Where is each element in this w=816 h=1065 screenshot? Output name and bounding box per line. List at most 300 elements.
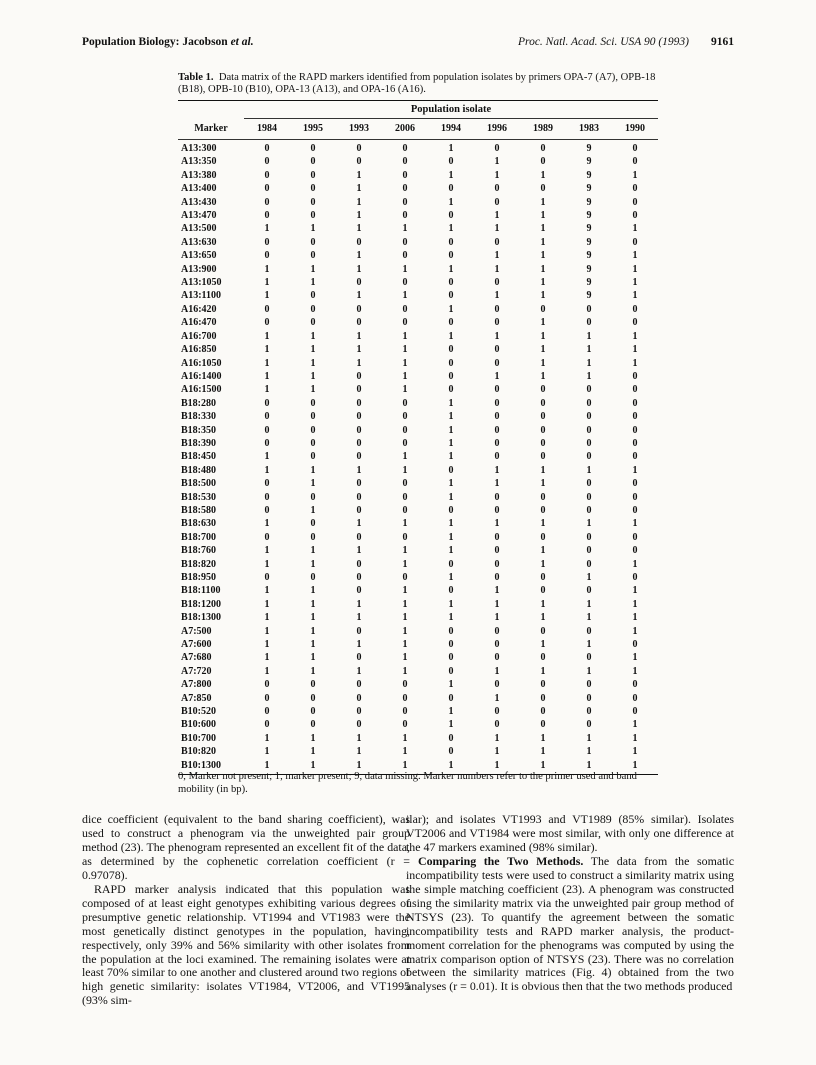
value-cell: 1 <box>310 639 316 651</box>
value-cell: 1 <box>264 384 270 396</box>
value-cell: 0 <box>356 156 362 168</box>
value-cell: 0 <box>264 183 270 195</box>
value-cell: 0 <box>632 504 638 516</box>
value-cell: 0 <box>494 384 500 396</box>
value-cell: 0 <box>356 531 362 543</box>
value-cell: 0 <box>632 478 638 490</box>
value-cell: 0 <box>310 491 316 503</box>
value-cell: 0 <box>402 196 408 208</box>
value-cell: 1 <box>356 639 362 651</box>
value-cell: 1 <box>586 330 592 342</box>
value-cell: 0 <box>264 397 270 409</box>
marker-cell: A7:850 <box>181 692 212 704</box>
value-cell: 0 <box>494 143 500 154</box>
value-cell: 1 <box>586 612 592 624</box>
value-cell: 0 <box>402 491 408 503</box>
value-cell: 1 <box>448 330 454 342</box>
value-cell: 0 <box>356 504 362 516</box>
value-cell: 0 <box>494 357 500 369</box>
value-cell: 1 <box>540 277 546 289</box>
value-cell: 0 <box>402 478 408 490</box>
value-cell: 1 <box>356 210 362 222</box>
value-cell: 1 <box>566 759 612 775</box>
value-cell: 1 <box>494 169 500 181</box>
value-cell: 0 <box>448 317 454 329</box>
value-cell: 1 <box>264 652 270 664</box>
value-cell: 1 <box>310 665 316 677</box>
value-cell: 0 <box>310 250 316 262</box>
marker-cell: A13:650 <box>181 250 217 262</box>
value-cell: 1 <box>586 518 592 530</box>
value-cell: 0 <box>494 491 500 503</box>
value-cell: 0 <box>264 236 270 248</box>
value-cell: 1 <box>402 732 408 744</box>
value-cell: 1 <box>356 290 362 302</box>
value-cell: 0 <box>586 437 592 449</box>
value-cell: 1 <box>494 612 500 624</box>
value-cell: 0 <box>494 397 500 409</box>
value-cell: 9 <box>586 290 592 302</box>
value-cell: 0 <box>310 397 316 409</box>
value-cell: 1 <box>448 143 454 154</box>
value-cell: 0 <box>494 572 500 583</box>
table-row <box>178 705 658 718</box>
marker-cell: A7:500 <box>181 625 212 637</box>
table-row <box>178 450 658 463</box>
value-cell: 0 <box>632 210 638 222</box>
value-cell: 0 <box>632 143 638 154</box>
table-row <box>178 464 658 477</box>
value-cell: 1 <box>494 263 500 275</box>
value-cell: 1 <box>632 223 638 235</box>
marker-cell: B18:630 <box>181 518 216 530</box>
value-cell: 0 <box>448 236 454 248</box>
value-cell: 1 <box>264 612 270 624</box>
value-cell: 0 <box>586 679 592 691</box>
value-cell: 1 <box>264 625 270 637</box>
value-cell: 1 <box>356 250 362 262</box>
table-row <box>178 504 658 517</box>
value-cell: 0 <box>310 692 316 704</box>
value-cell: 1 <box>448 424 454 436</box>
value-cell: 0 <box>448 585 454 597</box>
value-cell: 0 <box>632 156 638 168</box>
value-cell: 1 <box>310 598 316 610</box>
value-cell: 0 <box>586 491 592 503</box>
value-cell: 1 <box>356 196 362 208</box>
value-cell: 1 <box>264 732 270 744</box>
marker-cell: B18:450 <box>181 451 216 463</box>
marker-cell: B18:480 <box>181 464 216 476</box>
value-cell: 0 <box>402 411 408 423</box>
value-cell: 1 <box>540 558 546 570</box>
value-cell: 0 <box>632 679 638 691</box>
value-cell: 0 <box>310 679 316 691</box>
value-cell: 1 <box>356 732 362 744</box>
value-cell: 1 <box>310 585 316 597</box>
table-caption <box>178 72 658 97</box>
value-cell: 0 <box>356 277 362 289</box>
value-cell: 1 <box>632 652 638 664</box>
value-cell: 1 <box>520 759 566 775</box>
value-cell: 1 <box>586 357 592 369</box>
value-cell: 1 <box>586 665 592 677</box>
value-cell: 9 <box>586 169 592 181</box>
value-cell: 0 <box>310 706 316 718</box>
value-cell: 0 <box>356 585 362 597</box>
value-cell: 1 <box>402 665 408 677</box>
value-cell: 1 <box>632 357 638 369</box>
value-cell: 0 <box>632 451 638 463</box>
value-cell: 1 <box>632 518 638 530</box>
value-cell: 0 <box>586 625 592 637</box>
value-cell: 0 <box>356 558 362 570</box>
marker-cell: B18:580 <box>181 504 216 516</box>
value-cell: 0 <box>494 625 500 637</box>
value-cell: 0 <box>586 706 592 718</box>
value-cell: 0 <box>586 719 592 731</box>
value-cell: 0 <box>540 692 546 704</box>
value-cell: 1 <box>632 277 638 289</box>
running-head <box>82 36 734 52</box>
table-row <box>178 611 658 624</box>
value-cell: 0 <box>356 236 362 248</box>
value-cell: 1 <box>402 263 408 275</box>
value-cell: 1 <box>448 411 454 423</box>
value-cell: 1 <box>402 451 408 463</box>
value-cell: 1 <box>586 464 592 476</box>
value-cell: 1 <box>494 370 500 382</box>
value-cell: 0 <box>540 585 546 597</box>
isolate-column-header: 1993 <box>336 119 382 140</box>
value-cell: 0 <box>310 719 316 731</box>
value-cell: 1 <box>310 263 316 275</box>
value-cell: 1 <box>448 572 454 583</box>
value-cell: 1 <box>356 169 362 181</box>
value-cell: 1 <box>540 357 546 369</box>
value-cell: 9 <box>586 236 592 248</box>
table-row <box>178 651 658 664</box>
value-cell: 0 <box>494 183 500 195</box>
value-cell: 0 <box>356 317 362 329</box>
value-cell: 0 <box>540 531 546 543</box>
value-cell: 1 <box>356 357 362 369</box>
value-cell: 1 <box>356 330 362 342</box>
value-cell: 0 <box>356 491 362 503</box>
value-cell: 0 <box>356 411 362 423</box>
value-cell: 1 <box>402 223 408 235</box>
value-cell: 1 <box>494 223 500 235</box>
value-cell: 0 <box>310 572 316 583</box>
value-cell: 1 <box>356 183 362 195</box>
value-cell: 1 <box>402 545 408 557</box>
value-cell: 9 <box>586 223 592 235</box>
value-cell: 1 <box>402 585 408 597</box>
table-row <box>178 665 658 678</box>
value-cell: 1 <box>632 598 638 610</box>
value-cell: 1 <box>586 370 592 382</box>
value-cell: 1 <box>402 625 408 637</box>
value-cell: 1 <box>494 746 500 758</box>
marker-cell: A13:500 <box>181 223 217 235</box>
value-cell: 1 <box>356 545 362 557</box>
left-paragraph-2: RAPD marker analysis indicated that this population was composed of at least eight genotypes exhibiting various degrees of presumptive genetic relationship. VT1994 and VT1983 were the most genetically distinct genotypes in the population, having, respectively, only 39% and 56% similarity with other isolates from the population at the loci examined. The remaining isolates were at least 70% similar to one another and clustered around two regions of high genetic similarity: isolates VT1984, VT2006, and VT1995 (93% sim- <box>82 881 410 1008</box>
value-cell: 1 <box>428 759 474 775</box>
value-cell: 0 <box>356 303 362 315</box>
marker-cell: A13:350 <box>181 156 217 168</box>
value-cell: 0 <box>586 585 592 597</box>
value-cell: 0 <box>264 156 270 168</box>
value-cell: 1 <box>264 344 270 356</box>
table-row <box>178 718 658 731</box>
table-row <box>178 437 658 450</box>
value-cell: 1 <box>310 344 316 356</box>
value-cell: 0 <box>264 303 270 315</box>
marker-cell: A16:1500 <box>181 384 222 396</box>
value-cell: 1 <box>494 598 500 610</box>
value-cell: 0 <box>310 451 316 463</box>
value-cell: 1 <box>632 585 638 597</box>
value-cell: 1 <box>586 598 592 610</box>
value-cell: 0 <box>402 437 408 449</box>
value-cell: 0 <box>402 169 408 181</box>
value-cell: 0 <box>402 317 408 329</box>
value-cell: 0 <box>310 156 316 168</box>
value-cell: 1 <box>540 612 546 624</box>
value-cell: 0 <box>402 692 408 704</box>
value-cell: 1 <box>264 665 270 677</box>
value-cell: 0 <box>494 545 500 557</box>
value-cell: 0 <box>402 236 408 248</box>
section-title: Population Biology: <box>82 36 180 48</box>
value-cell: 0 <box>356 652 362 664</box>
value-cell: 1 <box>264 277 270 289</box>
value-cell: 0 <box>264 679 270 691</box>
value-cell: 1 <box>356 464 362 476</box>
marker-cell: B18:760 <box>181 545 216 557</box>
value-cell: 0 <box>310 411 316 423</box>
value-cell: 0 <box>586 424 592 436</box>
value-cell: 0 <box>356 370 362 382</box>
value-cell: 0 <box>402 143 408 154</box>
value-cell: 1 <box>264 464 270 476</box>
marker-cell: B18:350 <box>181 424 216 436</box>
marker-cell: B10:1300 <box>178 759 244 775</box>
value-cell: 0 <box>632 196 638 208</box>
value-cell: 0 <box>540 411 546 423</box>
value-cell: 0 <box>632 424 638 436</box>
value-cell: 1 <box>448 451 454 463</box>
ntsys-term: NTSYS <box>546 951 585 966</box>
value-cell: 1 <box>382 759 428 775</box>
value-cell: 1 <box>310 652 316 664</box>
value-cell: 1 <box>448 169 454 181</box>
table-row <box>178 209 658 222</box>
value-cell: 0 <box>494 451 500 463</box>
table-row <box>178 571 658 584</box>
value-cell: 1 <box>586 732 592 744</box>
value-cell: 0 <box>356 706 362 718</box>
value-cell: 1 <box>402 464 408 476</box>
value-cell: 0 <box>356 424 362 436</box>
value-cell: 0 <box>494 652 500 664</box>
value-cell: 0 <box>356 719 362 731</box>
value-cell: 0 <box>448 357 454 369</box>
right-paragraph-2-part-c: (23). There was no correlation between the similarity matrices (Fig. 4) obtained from the two analyses (r = 0.01). It is obvious then that the two methods produced <box>406 951 734 994</box>
value-cell: 1 <box>402 598 408 610</box>
value-cell: 0 <box>448 210 454 222</box>
value-cell: 9 <box>586 263 592 275</box>
value-cell: 1 <box>356 598 362 610</box>
value-cell: 0 <box>264 169 270 181</box>
value-cell: 1 <box>448 397 454 409</box>
marker-cell: A7:800 <box>181 679 212 691</box>
marker-column-header: Marker <box>178 119 244 140</box>
value-cell: 0 <box>264 196 270 208</box>
value-cell: 0 <box>356 478 362 490</box>
value-cell: 0 <box>586 317 592 329</box>
table-row <box>178 477 658 490</box>
value-cell: 0 <box>632 397 638 409</box>
value-cell: 0 <box>540 652 546 664</box>
table-caption-text: Data matrix of the RAPD markers identified from population isolates by primers OPA-7 (A7), OPB-18 (B18), OPB-10 (B10), OPA-13 (A13), and OPA-16 (A16). <box>178 72 656 96</box>
value-cell: 1 <box>586 746 592 758</box>
value-cell: 1 <box>310 357 316 369</box>
value-cell: 0 <box>494 531 500 543</box>
value-cell: 0 <box>632 411 638 423</box>
value-cell: 1 <box>448 223 454 235</box>
value-cell: 9 <box>586 143 592 154</box>
value-cell: 1 <box>540 598 546 610</box>
value-cell: 1 <box>540 196 546 208</box>
value-cell: 0 <box>264 531 270 543</box>
value-cell: 0 <box>310 236 316 248</box>
value-cell: 1 <box>494 330 500 342</box>
value-cell: 0 <box>448 665 454 677</box>
value-cell: 0 <box>402 679 408 691</box>
value-cell: 0 <box>540 397 546 409</box>
table-row <box>178 531 658 544</box>
marker-cell: B18:390 <box>181 437 216 449</box>
value-cell: 0 <box>494 196 500 208</box>
value-cell: 1 <box>310 464 316 476</box>
value-cell: 0 <box>310 437 316 449</box>
value-cell: 1 <box>402 518 408 530</box>
value-cell: 0 <box>310 143 316 154</box>
value-cell: 0 <box>356 397 362 409</box>
value-cell: 9 <box>586 156 592 168</box>
value-cell: 1 <box>310 625 316 637</box>
value-cell: 0 <box>356 625 362 637</box>
value-cell: 1 <box>448 719 454 731</box>
value-cell: 0 <box>448 370 454 382</box>
value-cell: 0 <box>448 277 454 289</box>
value-cell: 0 <box>586 504 592 516</box>
page-number: 9161 <box>711 36 734 48</box>
value-cell: 0 <box>448 639 454 651</box>
value-cell: 0 <box>632 437 638 449</box>
value-cell: 0 <box>402 424 408 436</box>
value-cell: 0 <box>586 478 592 490</box>
value-cell: 1 <box>356 746 362 758</box>
table-row <box>178 303 658 316</box>
marker-cell: B18:280 <box>181 397 216 409</box>
value-cell: 0 <box>402 156 408 168</box>
value-cell: 0 <box>494 317 500 329</box>
marker-cell: B18:950 <box>181 572 216 583</box>
value-cell: 1 <box>264 223 270 235</box>
value-cell: 0 <box>402 183 408 195</box>
value-cell: 1 <box>310 504 316 516</box>
value-cell: 0 <box>494 437 500 449</box>
value-cell: 0 <box>494 411 500 423</box>
value-cell: 1 <box>632 263 638 275</box>
body-column-right <box>406 813 734 994</box>
value-cell: 0 <box>494 303 500 315</box>
table-row <box>178 182 658 195</box>
value-cell: 0 <box>310 290 316 302</box>
value-cell: 1 <box>356 223 362 235</box>
value-cell: 0 <box>448 692 454 704</box>
value-cell: 0 <box>448 732 454 744</box>
marker-cell: A13:300 <box>181 143 217 154</box>
value-cell: 1 <box>494 478 500 490</box>
table-group-header-row <box>178 101 658 119</box>
value-cell: 1 <box>448 491 454 503</box>
marker-cell: B18:820 <box>181 558 216 570</box>
value-cell: 0 <box>632 384 638 396</box>
value-cell: 1 <box>494 156 500 168</box>
value-cell: 0 <box>448 746 454 758</box>
value-cell: 1 <box>310 223 316 235</box>
value-cell: 1 <box>540 464 546 476</box>
value-cell: 0 <box>494 344 500 356</box>
value-cell: 0 <box>356 143 362 154</box>
value-cell: 0 <box>632 706 638 718</box>
value-cell: 1 <box>402 384 408 396</box>
running-head-right <box>518 36 734 48</box>
value-cell: 0 <box>540 491 546 503</box>
value-cell: 1 <box>336 759 382 775</box>
value-cell: 1 <box>540 330 546 342</box>
value-cell: 0 <box>494 424 500 436</box>
value-cell: 1 <box>310 612 316 624</box>
et-al: et al. <box>230 36 254 48</box>
value-cell: 1 <box>244 759 290 775</box>
value-cell: 1 <box>632 612 638 624</box>
value-cell: 1 <box>540 746 546 758</box>
table-row <box>178 678 658 691</box>
marker-cell: B18:530 <box>181 491 216 503</box>
value-cell: 1 <box>356 518 362 530</box>
marker-cell: B10:520 <box>181 706 216 718</box>
value-cell: 1 <box>540 370 546 382</box>
table-row <box>178 745 658 758</box>
table-row <box>178 410 658 423</box>
value-cell: 0 <box>586 397 592 409</box>
value-cell: 9 <box>586 277 592 289</box>
value-cell: 0 <box>310 424 316 436</box>
value-cell: 1 <box>494 692 500 704</box>
marker-cell: A13:900 <box>181 263 217 275</box>
value-cell: 0 <box>448 384 454 396</box>
value-cell: 0 <box>632 545 638 557</box>
value-cell: 1 <box>448 531 454 543</box>
table-row <box>178 236 658 249</box>
data-table <box>178 100 658 775</box>
table-row <box>178 155 658 168</box>
table-row <box>178 330 658 343</box>
